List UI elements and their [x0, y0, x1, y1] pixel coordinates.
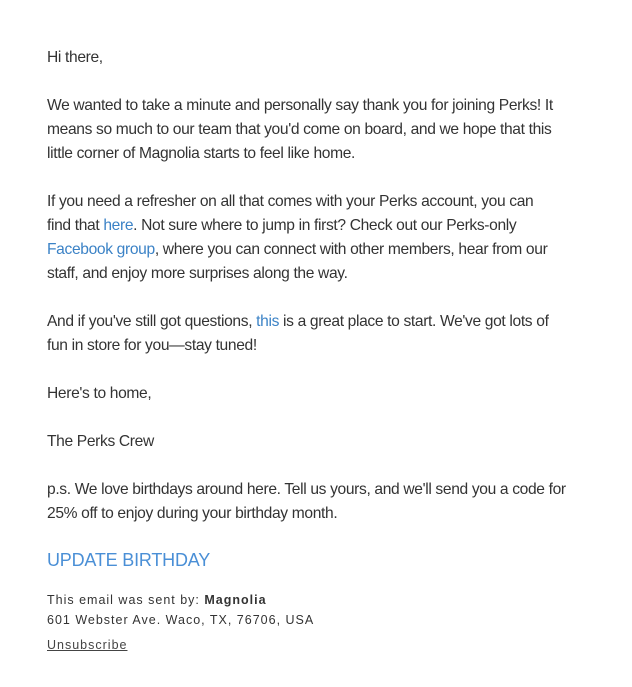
perks-info-paragraph: If you need a refresher on all that comes with your Perks account, you can find that here. Not sure where to jump in first? Check out our Perks-only Facebook group, where you can connect with other members, hear from our staff, and enjoy more surprises along the way.: [47, 193, 548, 282]
update-birthday-link[interactable]: UPDATE BIRTHDAY: [47, 550, 211, 570]
this-link[interactable]: this: [256, 313, 280, 330]
unsubscribe-link[interactable]: Unsubscribe: [47, 638, 128, 652]
facebook-group-link[interactable]: Facebook group: [47, 241, 155, 258]
here-link[interactable]: here: [103, 217, 134, 234]
sender-name: Magnolia: [204, 593, 267, 607]
intro-paragraph: We wanted to take a minute and personally say thank you for joining Perks! It means so much to our team that you'd come on board, and we hope that this little corner of Magnolia starts to feel like home.: [47, 97, 553, 162]
questions-paragraph: And if you've still got questions, this is a great place to start. We've got lots of fun in store for you—stay tuned!: [47, 313, 549, 354]
greeting: Hi there,: [47, 49, 103, 66]
signoff: Here's to home,: [47, 385, 152, 402]
signature: The Perks Crew: [47, 433, 154, 450]
sender-address: 601 Webster Ave. Waco, TX, 76706, USA: [47, 613, 315, 627]
ps-paragraph: p.s. We love birthdays around here. Tell us yours, and we'll send you a code for 25% off to enjoy during your birthday month.: [47, 481, 566, 522]
email-footer: This email was sent by: Magnolia 601 Webster Ave. Waco, TX, 76706, USA Unsubscribe: [47, 590, 622, 655]
